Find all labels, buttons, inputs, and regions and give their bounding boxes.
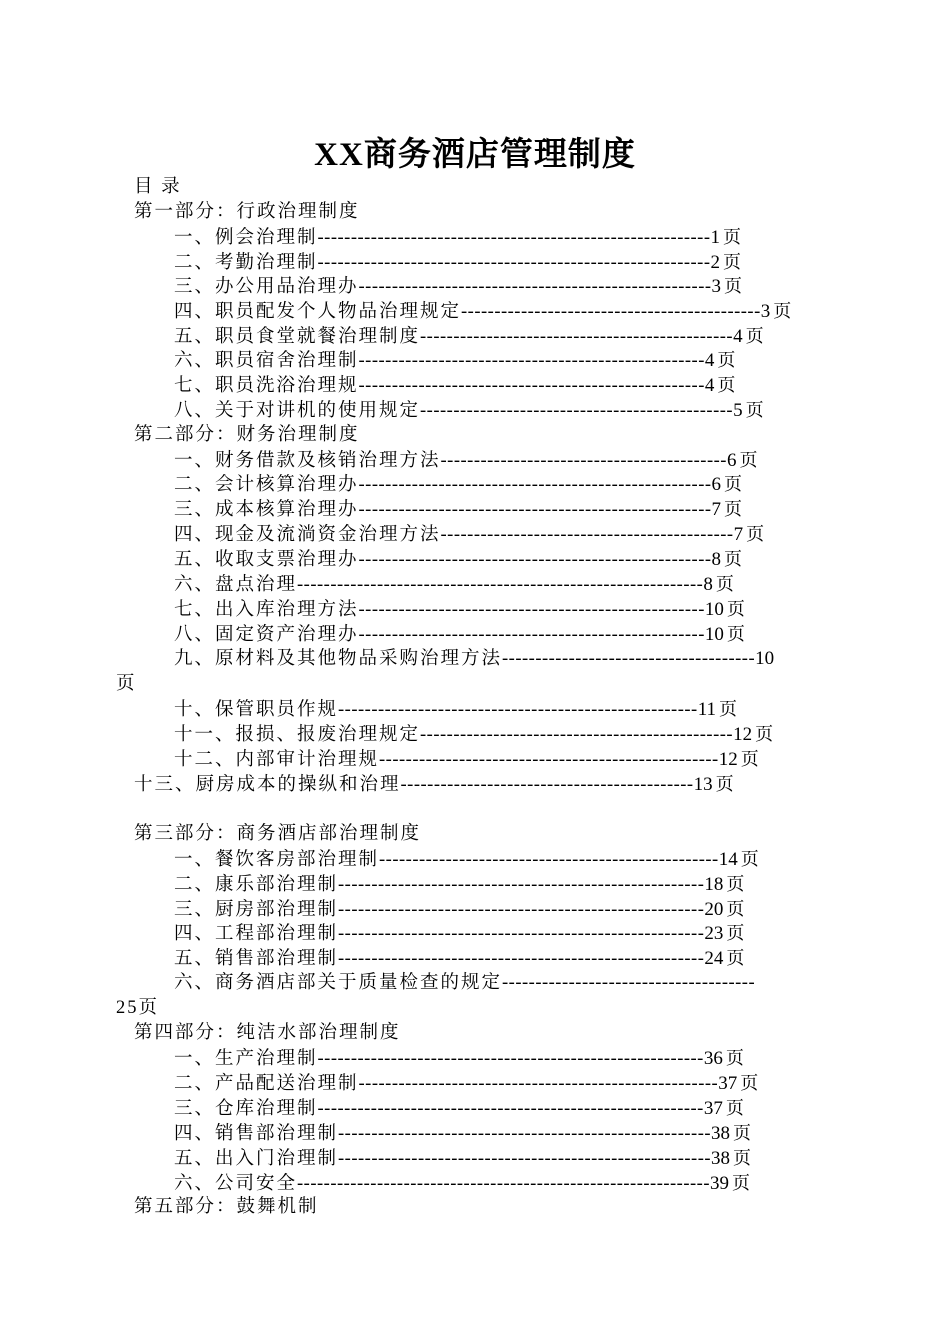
toc-entry[interactable]	[174, 897, 744, 922]
toc-entry-label: 十、保管职员作规	[174, 700, 339, 720]
toc-leader-dots: --------------------------------------------------------------	[297, 1174, 710, 1194]
toc-page-number: 10	[704, 599, 724, 620]
toc-leader-dots: --------------------------------------------	[400, 775, 694, 795]
toc-page-number: 12	[718, 749, 738, 770]
toc-heading: 目 录	[134, 177, 182, 197]
toc-page-suffix: 页	[715, 574, 734, 594]
toc-page-number: 8	[703, 574, 713, 595]
toc-entry-label: 二、考勤治理制	[174, 253, 318, 273]
toc-page-suffix: 页	[740, 1073, 759, 1093]
toc-entry[interactable]	[174, 1096, 744, 1121]
toc-page-number: 11	[697, 699, 716, 720]
toc-page-suffix: 页	[740, 849, 759, 869]
toc-entry-label: 五、销售部治理制	[174, 949, 339, 969]
toc-entry-label: 三、厨房部治理制	[174, 900, 339, 920]
toc-leader-dots: ----------------------------------------------------------	[317, 1099, 704, 1119]
toc-entry-label: 三、仓库治理制	[174, 1099, 318, 1119]
toc-entry[interactable]	[174, 572, 734, 597]
toc-page-suffix: 页	[724, 474, 743, 494]
toc-entry-label: 七、出入库治理方法	[174, 600, 359, 620]
toc-continuation: 页	[116, 674, 137, 694]
toc-leader-dots: ---------------------------------------------------	[379, 850, 719, 870]
toc-page-number: 24	[704, 948, 724, 969]
toc-entry-label: 二、会计核算治理办	[174, 475, 359, 495]
toc-page-suffix: 页	[726, 599, 745, 619]
toc-page-suffix: 页	[726, 948, 745, 968]
toc-entry[interactable]	[174, 1071, 758, 1096]
toc-entry[interactable]	[174, 921, 744, 946]
toc-page-number: 3	[760, 301, 771, 322]
toc-page-number: 4	[704, 375, 715, 396]
toc-leader-dots: -----------------------------------------------------	[358, 277, 712, 297]
toc-entry[interactable]	[174, 547, 742, 572]
toc-entry-label: 五、出入门治理制	[174, 1149, 339, 1169]
toc-entry[interactable]	[174, 747, 759, 772]
toc-page-suffix: 页	[726, 874, 745, 894]
toc-entry[interactable]	[174, 1046, 744, 1071]
toc-entry[interactable]	[174, 348, 735, 373]
toc-leader-dots: -------------------------------------------------------	[338, 949, 705, 969]
toc-entry-label: 六、商务酒店部关于质量检查的规定	[174, 973, 503, 993]
toc-page-number: 2	[710, 252, 720, 273]
toc-page-suffix: 页	[726, 624, 745, 644]
toc-entry[interactable]	[174, 250, 741, 275]
toc-leader-dots: ----------------------------------------------------	[358, 600, 705, 620]
toc-entry-label: 十三、厨房成本的操纵和治理	[134, 775, 401, 795]
toc-leader-dots: -----------------------------------------------------	[358, 500, 712, 520]
toc-page-suffix: 页	[723, 252, 741, 272]
toc-leader-dots: -----------------------------------------------------	[358, 475, 712, 495]
toc-leader-dots: -----------------------------------------------------	[358, 550, 712, 570]
toc-page-number: 6	[726, 450, 737, 471]
toc-leader-dots: -----------------------------------------------------------	[317, 228, 711, 248]
toc-entry-label: 十二、内部审计治理规	[174, 750, 380, 770]
toc-leader-dots: ----------------------------------------------------------	[317, 1049, 704, 1069]
toc-entry[interactable]	[174, 971, 755, 996]
toc-page-number: 39	[709, 1173, 729, 1194]
toc-page-number: 12	[733, 724, 753, 745]
toc-page-number: 23	[704, 923, 724, 944]
toc-page-number: 4	[733, 326, 743, 347]
toc-leader-dots: ----------------------------------------------------	[358, 376, 705, 396]
toc-page-number: 3	[711, 276, 722, 297]
toc-page-number: 38	[711, 1148, 731, 1169]
toc-entry[interactable]	[174, 1121, 751, 1146]
toc-page-number: 1	[710, 227, 720, 248]
toc-part-heading: 第五部分：鼓舞机制	[134, 1197, 319, 1217]
toc-leader-dots: -------------------------------------------------------------	[297, 575, 704, 595]
toc-page-suffix: 页	[717, 375, 736, 395]
toc-page-suffix: 页	[715, 774, 734, 794]
toc-leader-dots: ---------------------------------------------	[461, 302, 761, 322]
toc-page-suffix: 页	[726, 923, 745, 943]
toc-page-suffix: 页	[773, 301, 792, 321]
toc-entry-label: 一、财务借款及核销治理方法	[174, 451, 441, 471]
toc-leader-dots: --------------------------------------	[502, 973, 756, 993]
toc-entry[interactable]	[174, 622, 745, 647]
toc-page-number: 36	[703, 1048, 723, 1069]
toc-leader-dots: ----------------------------------------------------	[358, 625, 705, 645]
toc-part-heading: 第二部分：财务治理制度	[134, 425, 360, 445]
toc-page-number: 10	[755, 648, 775, 669]
toc-entry[interactable]	[174, 597, 745, 622]
toc-entry-label: 一、例会治理制	[174, 228, 318, 248]
toc-leader-dots: -------------------------------------------	[440, 451, 727, 471]
toc-page-suffix: 页	[739, 450, 758, 470]
toc-continuation: 25页	[116, 998, 160, 1018]
toc-page-number: 7	[711, 499, 722, 520]
toc-leader-dots: -------------------------------------------------------	[338, 900, 705, 920]
toc-entry-label: 六、盘点治理	[174, 575, 298, 595]
toc-entry-label: 五、职员食堂就餐治理制度	[174, 327, 421, 347]
toc-entry[interactable]	[174, 872, 744, 897]
toc-page-number: 20	[704, 899, 724, 920]
toc-entry[interactable]	[174, 472, 742, 497]
toc-entry[interactable]	[174, 646, 774, 671]
toc-entry[interactable]	[174, 448, 757, 473]
toc-page-suffix: 页	[740, 749, 759, 769]
toc-page-suffix: 页	[725, 1048, 744, 1068]
toc-page-number: 13	[693, 774, 713, 795]
toc-entry-label: 七、职员洗浴治理规	[174, 376, 359, 396]
toc-entry-label: 八、固定资产治理办	[174, 625, 359, 645]
toc-page-suffix: 页	[755, 724, 774, 744]
toc-entry[interactable]	[174, 299, 791, 324]
toc-entry-label: 四、职员配发个人物品治理规定	[174, 302, 462, 322]
toc-entry-label: 二、产品配送治理制	[174, 1074, 359, 1094]
toc-page-number: 7	[733, 524, 744, 545]
toc-entry-label: 六、职员宿舍治理制	[174, 351, 359, 371]
toc-entry-label: 五、收取支票治理办	[174, 550, 359, 570]
toc-leader-dots: ------------------------------------------------------	[358, 1074, 719, 1094]
toc-page-suffix: 页	[724, 499, 743, 519]
toc-entry-label: 四、销售部治理制	[174, 1124, 339, 1144]
toc-page-suffix: 页	[733, 1123, 752, 1143]
toc-leader-dots: -------------------------------------------------------	[338, 875, 705, 895]
toc-leader-dots: --------------------------------------------	[440, 525, 734, 545]
toc-entry-label: 四、现金及流淌资金治理方法	[174, 525, 441, 545]
toc-page-suffix: 页	[723, 227, 741, 247]
toc-page-suffix: 页	[745, 400, 764, 420]
toc-leader-dots: --------------------------------------------------------	[338, 1124, 712, 1144]
toc-entry[interactable]	[174, 1171, 750, 1196]
toc-part-heading: 第三部分：商务酒店部治理制度	[134, 824, 422, 844]
toc-leader-dots: -----------------------------------------------	[420, 725, 734, 745]
toc-part-heading: 第四部分：纯洁水部治理制度	[134, 1023, 401, 1043]
toc-leader-dots: ------------------------------------------------------	[338, 700, 698, 720]
toc-entry-label: 三、成本核算治理办	[174, 500, 359, 520]
toc-leader-dots: --------------------------------------	[502, 649, 756, 669]
toc-entry[interactable]	[174, 398, 764, 423]
toc-entry[interactable]	[174, 946, 744, 971]
toc-page-suffix: 页	[724, 549, 743, 569]
toc-entry-label: 一、生产治理制	[174, 1049, 318, 1069]
toc-entry-label: 一、餐饮客房部治理制	[174, 850, 380, 870]
toc-entry[interactable]	[174, 847, 759, 872]
toc-leader-dots: -----------------------------------------------	[420, 327, 734, 347]
toc-leader-dots: --------------------------------------------------------	[338, 1149, 712, 1169]
toc-entry[interactable]	[174, 373, 735, 398]
toc-page-number: 37	[703, 1098, 723, 1119]
toc-entry-label: 九、原材料及其他物品采购治理方法	[174, 649, 503, 669]
toc-page-number: 37	[718, 1073, 738, 1094]
toc-leader-dots: -----------------------------------------------	[420, 401, 734, 421]
toc-leader-dots: -------------------------------------------------------	[338, 924, 705, 944]
toc-page-number: 10	[704, 624, 724, 645]
toc-page-number: 6	[711, 474, 722, 495]
document-title: XX商务酒店管理制度	[314, 137, 636, 173]
toc-leader-dots: -----------------------------------------------------------	[317, 253, 711, 273]
toc-page-number: 5	[733, 400, 743, 421]
toc-page-suffix: 页	[726, 899, 745, 919]
toc-entry[interactable]	[174, 1146, 751, 1171]
toc-page-number: 18	[704, 874, 724, 895]
toc-entry[interactable]	[174, 722, 773, 747]
toc-entry-label: 六、公司安全	[174, 1174, 298, 1194]
toc-entry-label: 八、关于对讲机的使用规定	[174, 401, 421, 421]
toc-entry[interactable]	[174, 225, 741, 250]
toc-entry[interactable]	[134, 772, 734, 797]
toc-page-number: 14	[718, 849, 738, 870]
toc-page-number: 4	[704, 350, 715, 371]
toc-page-suffix: 页	[746, 524, 765, 544]
toc-entry-label: 四、工程部治理制	[174, 924, 339, 944]
toc-page-suffix: 页	[719, 699, 737, 719]
toc-entry[interactable]	[174, 274, 742, 299]
toc-entry-label: 三、办公用品治理办	[174, 277, 359, 297]
toc-entry[interactable]	[174, 497, 742, 522]
toc-entry[interactable]	[174, 324, 764, 349]
toc-entry-label: 十一、报损、报废治理规定	[174, 725, 421, 745]
toc-page-suffix: 页	[725, 1098, 744, 1118]
toc-page-number: 38	[711, 1123, 731, 1144]
toc-page-number: 8	[711, 549, 722, 570]
toc-page-suffix: 页	[733, 1148, 752, 1168]
toc-leader-dots: ----------------------------------------------------	[358, 351, 705, 371]
toc-page-suffix: 页	[745, 326, 764, 346]
toc-entry[interactable]	[174, 522, 764, 547]
toc-page-suffix: 页	[724, 276, 743, 296]
toc-page-suffix: 页	[717, 350, 736, 370]
toc-part-heading: 第一部分：行政治理制度	[134, 202, 360, 222]
toc-entry-label: 二、康乐部治理制	[174, 875, 339, 895]
toc-leader-dots: ---------------------------------------------------	[379, 750, 719, 770]
toc-page-suffix: 页	[731, 1173, 750, 1193]
toc-entry[interactable]	[174, 697, 737, 722]
